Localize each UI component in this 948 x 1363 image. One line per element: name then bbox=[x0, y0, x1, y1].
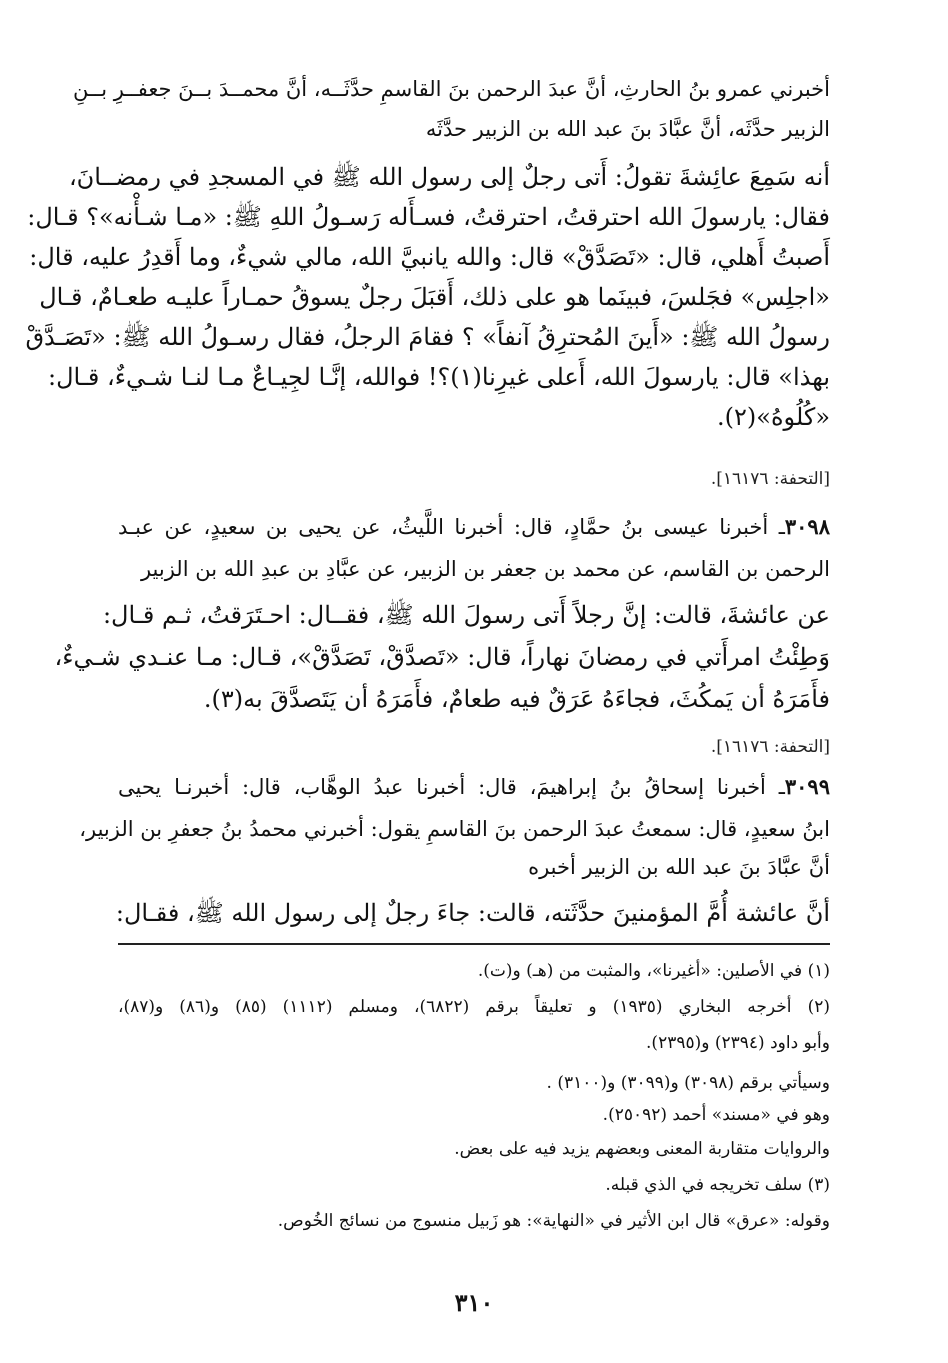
footnote: وأبو داود (٢٣٩٤) و(٢٣٩٥). bbox=[646, 1033, 830, 1053]
isnad-line: الزبير حدَّثَه، أنَّ عبَّادَ بنَ عبد الله بن الزبير حدَّثَه bbox=[425, 117, 830, 141]
matn-line: «اجلِس» فجَلسَ، فبينَما هو على ذلك، أَقبَلَ رجلٌ يسوقُ حمـاراً عليـه طعـامٌ، قـال bbox=[39, 283, 830, 311]
isnad-line: ابنُ سعيدٍ، قال: سمعتُ عبدَ الرحمن بنَ القاسمِ يقول: أخبرني محمدُ بنُ جعفرِ بن الزبير، bbox=[79, 817, 830, 841]
reference-note: [التحفة: ١٦١٧٦]. bbox=[710, 469, 830, 489]
matn-line: فقال: يارسولَ الله احترقتُ، احترقتُ، فسـأَله رَسـولُ اللهِ ﷺ: «مـا شـأْنه»؟ قـال: bbox=[27, 203, 830, 231]
footnote: (٣) سلف تخريجه في الذي قبله. bbox=[605, 1175, 830, 1195]
matn-line: عن عائشةَ، قالت: إنَّ رجلاً أَتى رسولَ الله ﷺ، فقــال: احـتَرَقتُ، ثـم قـال: bbox=[102, 601, 830, 629]
matn-line: رسولُ الله ﷺ: «أَينَ المُحترِقُ آنفاً» ؟ فقامَ الرجلُ، فقال رسـولُ الله ﷺ: «تَصَـدَّقْ bbox=[25, 323, 830, 351]
matn-line: فأَمَرَهُ أن يَمكُثَ، فجاءَهُ عَرَقٌ فيه طعامٌ، فأَمَرَهُ أن يَتَصدَّقَ به(٣). bbox=[203, 685, 830, 713]
footnote-separator bbox=[118, 943, 830, 945]
reference-note: [التحفة: ١٦١٧٦]. bbox=[710, 737, 830, 757]
footnote: (٢) أخرجه البخاري (١٩٣٥) و تعليقاً برقم (٦٨٢٢)، ومسلم (١١١٢) (٨٥) و(٨٦) و(٨٧)، bbox=[118, 997, 830, 1017]
matn-line: أَصبتُ أَهلي، قال: «تَصَدَّقْ» قال: والله يانبيَّ الله، مالي شيءٌ، وما أَقدِرُ عليه، قال: bbox=[29, 243, 830, 271]
hadith-3099-isnad-first bbox=[118, 770, 830, 804]
hadith-number: ٣٠٩٨ bbox=[784, 514, 830, 539]
matn-line: أنه سَمِعَ عائِشةَ تقولُ: أَتى رجلٌ إلى رسول الله ﷺ في المسجدِ في رمضــانَ، bbox=[68, 163, 830, 191]
footnote: وقوله: «عرق» قال ابن الأثير في «النهاية»: هو زَبيل منسوج من نسائج الخُوص. bbox=[277, 1211, 830, 1231]
isnad-line: أخبرني عمرو بنُ الحارثِ، أنَّ عبدَ الرحمن بنَ القاسمِ حدَّثَــه، أنَّ محمــدَ بــنَ جعفــرِ بــنِ bbox=[73, 77, 830, 101]
page-number: ٣١٠ bbox=[454, 1288, 494, 1317]
matn-line: أنَّ عائشة أُمَّ المؤمنينَ حدَّثَته، قالت: جاءَ رجلٌ إلى رسول الله ﷺ، فقـال: bbox=[115, 899, 830, 927]
footnote: (١) في الأصلين: «أغيرنا»، والمثبت من (هـ) و(ت). bbox=[477, 961, 830, 981]
matn-line: وَطِئْتُ امرأَتي في رمضانَ نهاراً، قال: «تَصدَّقْ، تَصَدَّقْ»، قـال: مـا عنـدي شـيءٌ، bbox=[54, 643, 830, 671]
isnad-text: ـ أخبرنا عيسى بنُ حمَّادٍ، قال: أخبرنا اللَّيثُ، عن يحيى بن سعيدٍ، عن عبـد bbox=[118, 515, 785, 539]
footnote: والروايات متقاربة المعنى وبعضهم يزيد فيه على بعض. bbox=[454, 1139, 830, 1159]
matn-line: بهذا» قال: يارسولَ الله، أَعلى غيرِنا(١)؟! فوالله، إنَّـا لجِيـاعٌ مـا لنـا شـيءٌ، قـال: bbox=[47, 363, 830, 391]
hadith-3098-isnad-first bbox=[118, 510, 830, 544]
isnad-text: ـ أخبرنا إسحاقُ بنُ إبراهيمَ، قال: أخبرنا عبدُ الوهَّاب، قال: أخبرنـا يحيى bbox=[118, 775, 785, 799]
matn-line: «كُلُوهُ»(٢). bbox=[717, 403, 830, 431]
isnad-line: أنَّ عبَّادَ بنَ عبد الله بن الزبير أخبره bbox=[528, 855, 830, 879]
footnote: وسيأتي برقم (٣٠٩٨) و(٣٠٩٩) و(٣١٠٠) . bbox=[546, 1073, 830, 1093]
isnad-line: الرحمن بن القاسم، عن محمد بن جعفر بن الزبير، عن عبَّادِ بن عبدِ الله بن الزبير bbox=[140, 557, 830, 581]
footnote: وهو في «مسند» أحمد (٢٥٠٩٢). bbox=[602, 1105, 830, 1125]
hadith-number: ٣٠٩٩ bbox=[784, 774, 830, 799]
